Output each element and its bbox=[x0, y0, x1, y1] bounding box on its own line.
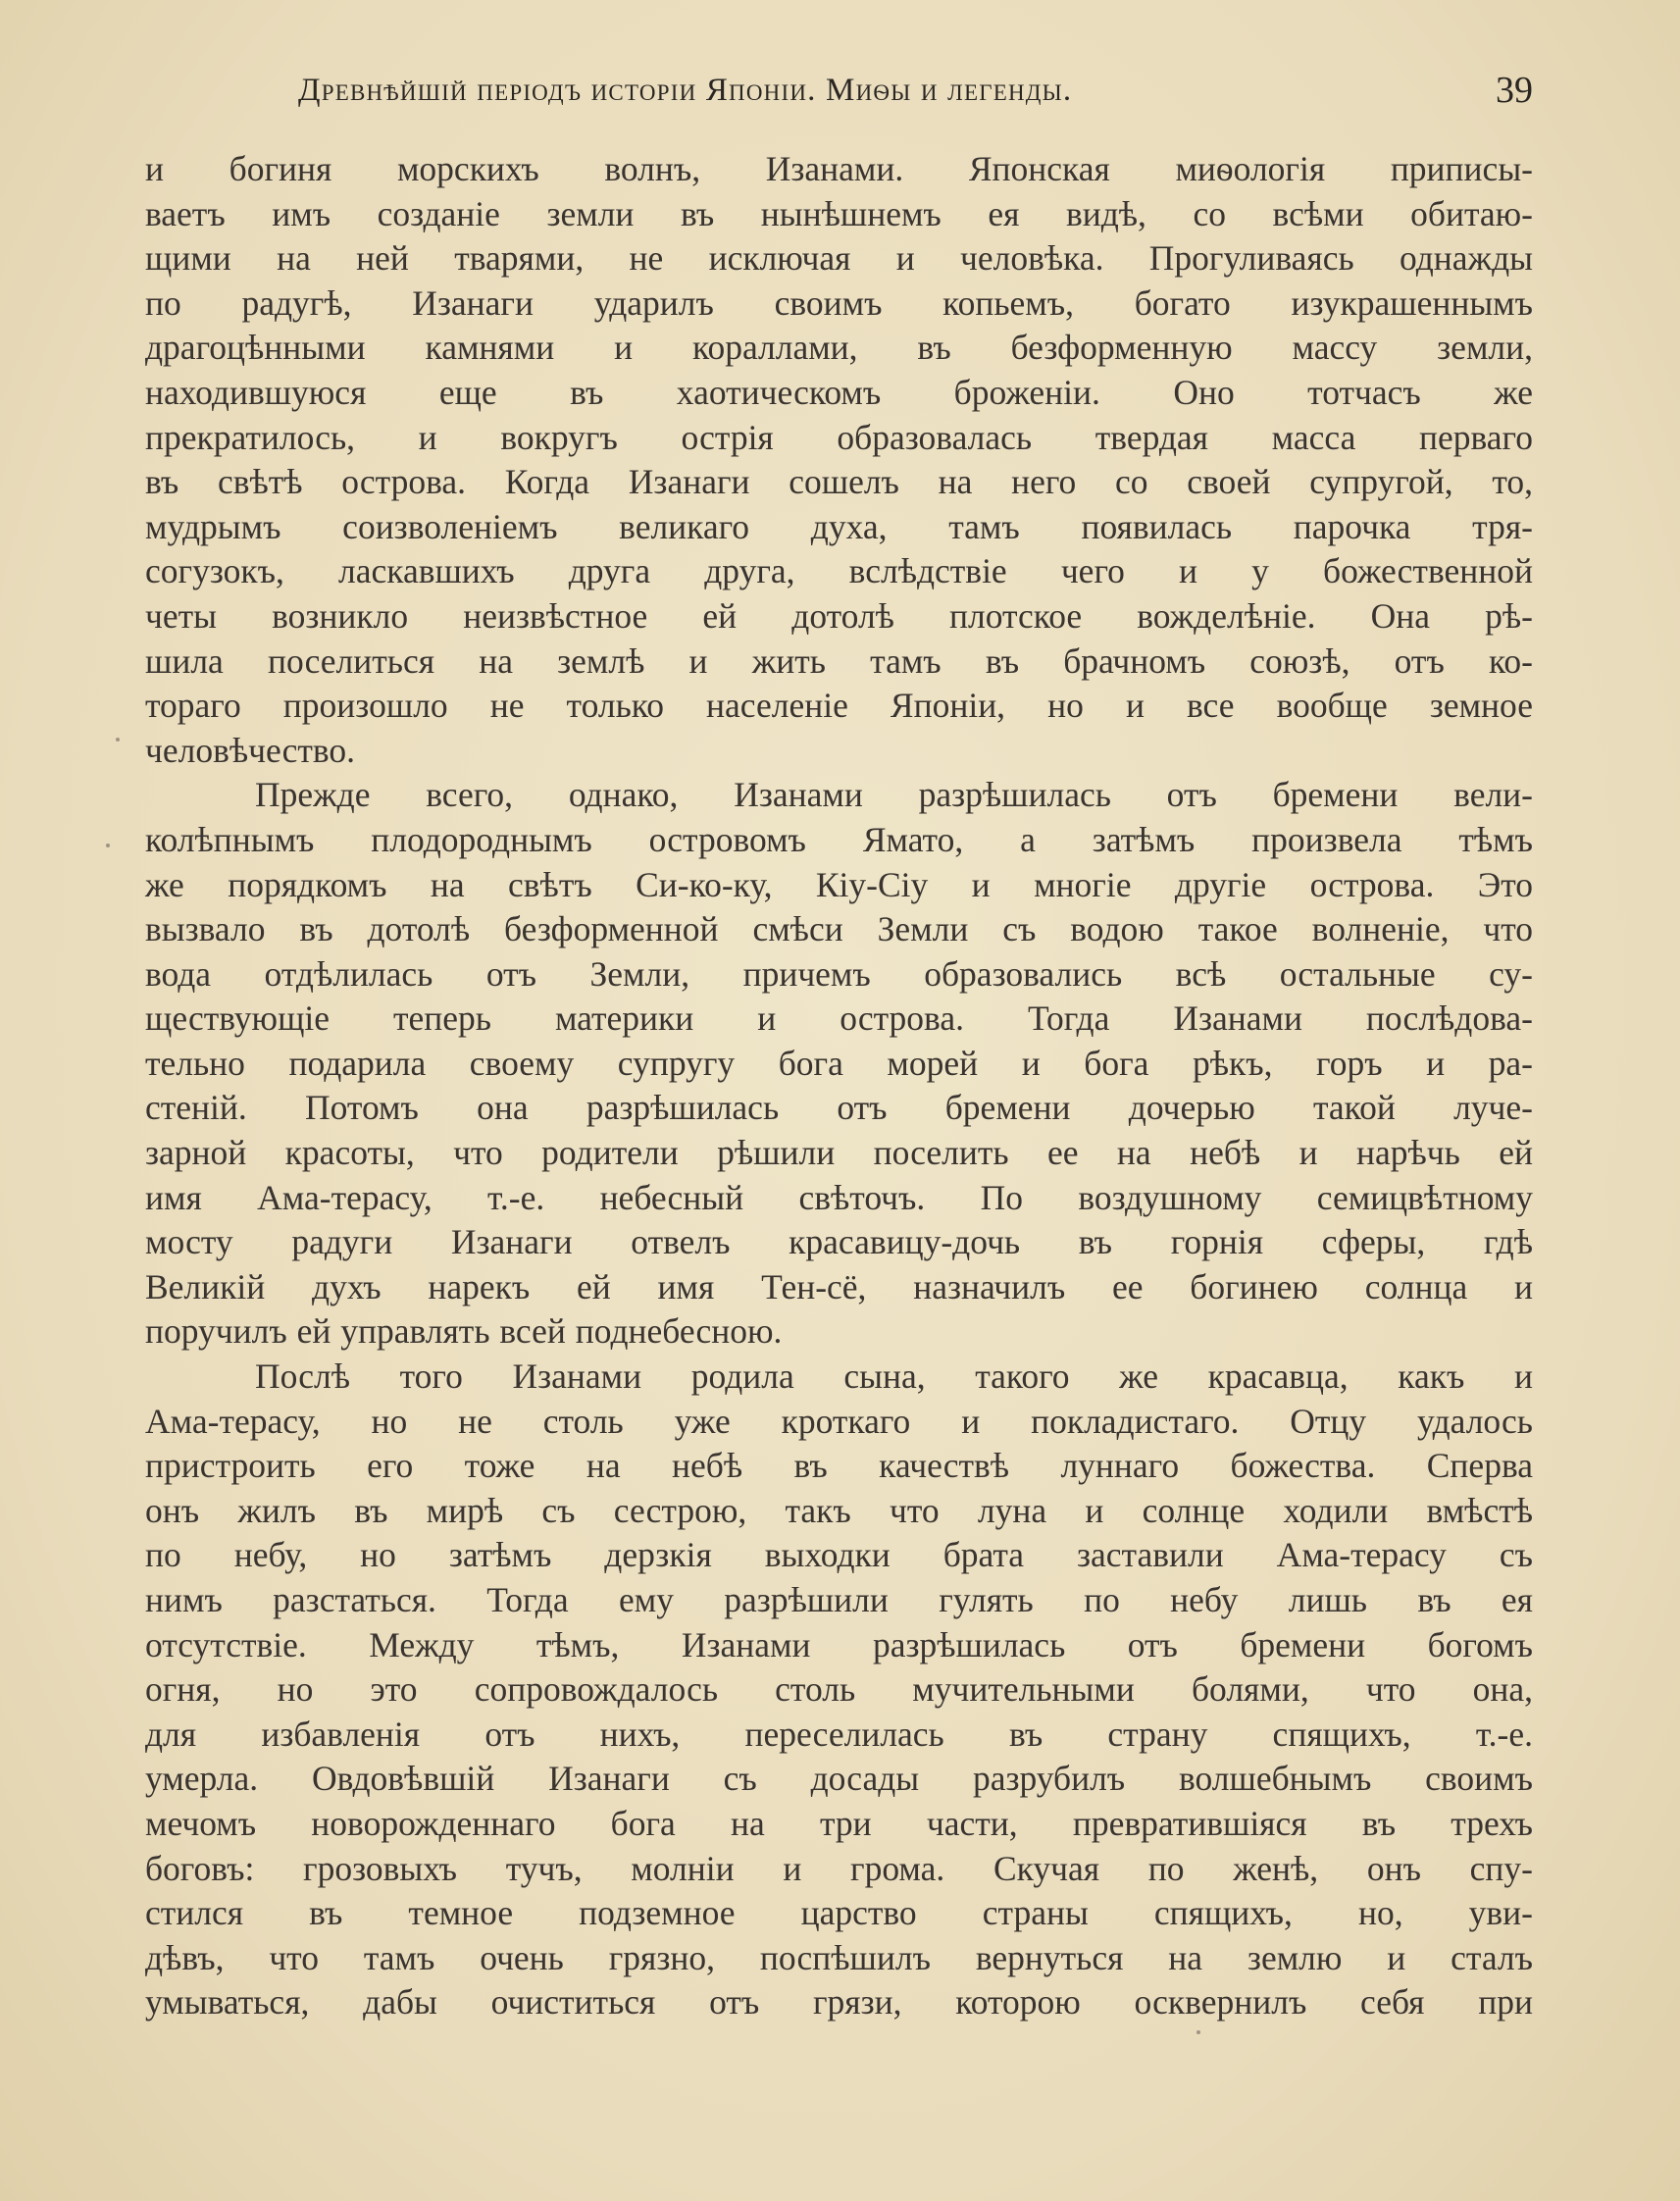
text-line: вызвало въ дотолѣ безформенной смѣси Земли съ водою такое волненіе, что bbox=[145, 909, 1533, 949]
text-line: находившуюся еще въ хаотическомъ броженіи. Оно тотчасъ же bbox=[145, 372, 1533, 412]
text-line: Великій духъ нарекъ ей имя Тен-сё, назначилъ ее богинею солнца и bbox=[145, 1266, 1533, 1306]
page-number: 39 bbox=[1496, 70, 1533, 111]
text-line: по небу, но затѣмъ дерзкія выходки брата заставили Ама-терасу съ bbox=[145, 1535, 1533, 1575]
text-line: Ама-терасу, но не столь уже кроткаго и покладистаго. Отцу удалось bbox=[145, 1401, 1533, 1441]
text-line: нимъ разстаться. Тогда ему разрѣшили гулять по небу лишь въ ея bbox=[145, 1580, 1533, 1619]
text-line: дѣвъ, что тамъ очень грязно, поспѣшилъ вернуться на землю и сталъ bbox=[145, 1937, 1533, 1977]
text-line: ваетъ имъ созданіе земли въ нынѣшнемъ ея видѣ, со всѣми обитаю- bbox=[145, 193, 1533, 233]
text-line: стился въ темное подземное царство страны спящихъ, но, уви- bbox=[145, 1893, 1533, 1933]
text-line: четы возникло неизвѣстное ей дотолѣ плотское вожделѣніе. Она рѣ- bbox=[145, 595, 1533, 636]
body-text bbox=[145, 147, 1533, 2025]
text-line: стеній. Потомъ она разрѣшилась отъ бремени дочерью такой луче- bbox=[145, 1088, 1533, 1128]
text-line: прекратилось, и вокругъ острія образовалась твердая масса перваго bbox=[145, 417, 1533, 457]
text-line: для избавленія отъ нихъ, переселилась въ страну спящихъ, т.-е. bbox=[145, 1714, 1533, 1754]
text-line: мудрымъ соизволеніемъ великаго духа, тамъ появилась парочка тря- bbox=[145, 506, 1533, 546]
text-line: по радугѣ, Изанаги ударилъ своимъ копьемъ, богато изукрашеннымъ bbox=[145, 282, 1533, 323]
text-line: Прежде всего, однако, Изанами разрѣшилась отъ бремени вели- bbox=[255, 775, 1533, 815]
text-line: тораго произошло не только населеніе Японіи, но и все вообще земное bbox=[145, 686, 1533, 726]
text-line: щими на ней тварями, не исключая и человѣка. Прогуливаясь однажды bbox=[145, 238, 1533, 279]
paper-speck bbox=[1196, 2030, 1200, 2034]
text-line: умерла. Овдовѣвшій Изанаги съ досады разрубилъ волшебнымъ своимъ bbox=[145, 1759, 1533, 1799]
text-line: ществующіе теперь материки и острова. Тогда Изанами послѣдова- bbox=[145, 998, 1533, 1039]
text-line: человѣчество. bbox=[145, 730, 356, 770]
running-head bbox=[145, 71, 1533, 126]
text-line: мечомъ новорожденнаго бога на три части, превратившіяся въ трехъ bbox=[145, 1803, 1533, 1843]
text-line: тельно подарила своему супругу бога морей и бога рѣкъ, горъ и ра- bbox=[145, 1043, 1533, 1083]
text-line: отсутствіе. Между тѣмъ, Изанами разрѣшилась отъ бремени богомъ bbox=[145, 1624, 1533, 1664]
paper-speck bbox=[116, 738, 120, 742]
paper-speck bbox=[106, 844, 110, 847]
running-title: Древнѣйшій періодъ исторіи Японіи. Миѳы и легенды. bbox=[298, 73, 1073, 108]
text-line: вода отдѣлилась отъ Земли, причемъ образовались всѣ остальные су- bbox=[145, 953, 1533, 994]
text-line: же порядкомъ на свѣтъ Си-ко-ку, Кіу-Сіу и многіе другіе острова. Это bbox=[145, 864, 1533, 904]
text-line: согузокъ, ласкавшихъ друга друга, вслѣдствіе чего и у божественной bbox=[145, 551, 1533, 591]
text-line: умываться, дабы очиститься отъ грязи, которою осквернилъ себя при bbox=[145, 1982, 1533, 2022]
text-line: Послѣ того Изанами родила сына, такого же красавца, какъ и bbox=[255, 1356, 1533, 1397]
text-line: пристроить его тоже на небѣ въ качествѣ луннаго божества. Сперва bbox=[145, 1446, 1533, 1486]
text-line: онъ жилъ въ мирѣ съ сестрою, такъ что луна и солнце ходили вмѣстѣ bbox=[145, 1490, 1533, 1530]
text-line: и богиня морскихъ волнъ, Изанами. Японская миѳологія приписы- bbox=[145, 149, 1533, 188]
text-line: колѣпнымъ плодороднымъ островомъ Ямато, а затѣмъ произвела тѣмъ bbox=[145, 819, 1533, 859]
text-line: поручилъ ей управлять всей поднебесною. bbox=[145, 1311, 783, 1352]
text-line: шила поселиться на землѣ и жить тамъ въ брачномъ союзѣ, отъ ко- bbox=[145, 640, 1533, 681]
text-line: зарной красоты, что родители рѣшили поселить ее на небѣ и нарѣчь ей bbox=[145, 1133, 1533, 1173]
text-line: огня, но это сопровождалось столь мучительными болями, что она, bbox=[145, 1669, 1533, 1710]
text-line: въ свѣтѣ острова. Когда Изанаги сошелъ на него со своей супругой, то, bbox=[145, 462, 1533, 502]
text-line: драгоцѣнными камнями и кораллами, въ безформенную массу земли, bbox=[145, 328, 1533, 368]
text-line: мосту радуги Изанаги отвелъ красавицу-дочь въ горнія сферы, гдѣ bbox=[145, 1222, 1533, 1262]
text-line: боговъ: грозовыхъ тучъ, молніи и грома. Скучая по женѣ, онъ спу- bbox=[145, 1848, 1533, 1888]
text-line: имя Ама-терасу, т.-е. небесный свѣточъ. По воздушному семицвѣтному bbox=[145, 1177, 1533, 1217]
